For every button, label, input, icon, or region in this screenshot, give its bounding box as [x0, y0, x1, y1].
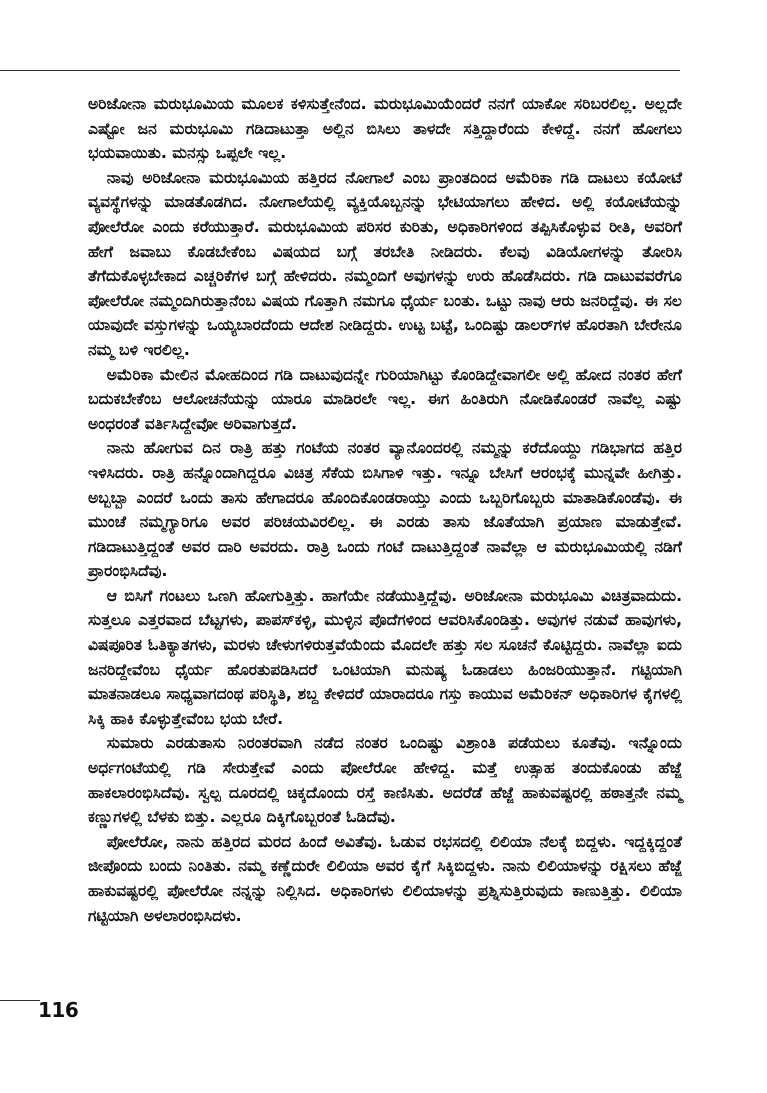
paragraph-4: ನಾನು ಹೋಗುವ ದಿನ ರಾತ್ರಿ ಹತ್ತು ಗಂಟೆಯ ನಂತರ ವ್ಯಾನೊಂದರಲ್ಲಿ ನಮ್ಮನ್ನು ಕರೆದೊಯ್ದು ಗಡಿಭಾಗದ ಹತ್ತಿರ ಇಳಿಸಿದರು. ರಾತ್ರಿ ಹನ್ನೊಂದಾಗಿದ್ದರೂ ವಿಚಿತ್ರ ಸೆಕೆಯ ಬಿಸಿಗಾಳಿ ಇತ್ತು. ಇನ್ನೂ ಬೇಸಿಗೆ ಆರಂಭಕ್ಕೆ ಮುನ್ನವೇ ಹೀಗಿತ್ತು. ಅಬ್ಬಬ್ಬಾ ಎಂದರೆ ಒಂದು ತಾಸು ಹೇಗಾದರೂ ಹೊಂದಿಕೊಂಡರಾಯ್ತು ಎಂದು ಒಬ್ಬರಿಗೊಬ್ಬರು ಮಾತಾಡಿಕೊಂಡೆವು. ಈ ಮುಂಚೆ ನಮ್ಮಗ್ಯಾರಿಗೂ ಅವರ ಪರಿಚಯವಿರಲಿಲ್ಲ. ಈ ಎರಡು ತಾಸು ಜೊತೆಯಾಗಿ ಪ್ರಯಾಣ ಮಾಡುತ್ತೇವೆ. ಗಡಿದಾಟುತ್ತಿದ್ದಂತೆ ಅವರ ದಾರಿ ಅವರದು. ರಾತ್ರಿ ಒಂದು ಗಂಟೆ ದಾಟುತ್ತಿದ್ದಂತೆ ನಾವೆಲ್ಲಾ ಆ ಮರುಭೂಮಿಯಲ್ಲಿ ನಡಿಗೆ ಪ್ರಾರಂಭಿಸಿದೆವು.: [88, 439, 682, 581]
paragraph-5: ಆ ಬಿಸಿಗೆ ಗಂಟಲು ಒಣಗಿ ಹೋಗುತ್ತಿತ್ತು. ಹಾಗೆಯೇ ನಡೆಯುತ್ತಿದ್ದೆವು. ಅರಿಜೋನಾ ಮರುಭೂಮಿ ವಿಚಿತ್ರವಾದುದು. ಸುತ್ತಲೂ ಎತ್ತರವಾದ ಬೆಟ್ಟಗಳು, ಪಾಪಸ್‌ಕಳ್ಳಿ, ಮುಳ್ಳಿನ ಪೊದೆಗಳಿಂದ ಆವರಿಸಿಕೊಂಡಿತ್ತು. ಅವುಗಳ ನಡುವೆ ಹಾವುಗಳು, ವಿಷಪೂರಿತ ಓತಿಕ್ಯಾತಗಳು, ಮರಳು ಚೇಳುಗಳಿರುತ್ತವೆಯೆಂದು ಮೊದಲೇ ಹತ್ತು ಸಲ ಸೂಚನೆ ಕೊಟ್ಟಿದ್ದರು. ನಾವೆಲ್ಲಾ ಐದು ಜನರಿದ್ದೇವೆಂಬ ಧೈರ್ಯ ಹೊರತುಪಡಿಸಿದರೆ ಒಂಟಿಯಾಗಿ ಮನುಷ್ಯ ಓಡಾಡಲು ಹಿಂಜರಿಯುತ್ತಾನೆ. ಗಟ್ಟಿಯಾಗಿ ಮಾತನಾಡಲೂ ಸಾಧ್ಯವಾಗದಂಥ ಪರಿಸ್ಥಿತಿ, ಶಬ್ದ ಕೇಳಿದರೆ ಯಾರಾದರೂ ಗಸ್ತು ಕಾಯುವ ಅಮೆರಿಕನ್ ಅಧಿಕಾರಿಗಳ ಕೈಗಳಲ್ಲಿ ಸಿಕ್ಕಿ ಹಾಕಿ ಕೊಳ್ಳುತ್ತೇವೆಂಬ ಭಯ ಬೇರೆ.: [88, 586, 682, 728]
paragraph-6: ಸುಮಾರು ಎರಡುತಾಸು ನಿರಂತರವಾಗಿ ನಡೆದ ನಂತರ ಒಂದಿಷ್ಟು ವಿಶ್ರಾಂತಿ ಪಡೆಯಲು ಕೂತೆವು. ಇನ್ನೊಂದು ಅರ್ಧಗಂಟೆಯಲ್ಲಿ ಗಡಿ ಸೇರುತ್ತೇವೆ ಎಂದು ಪೋಲೆರೋ ಹೇಳಿದ್ದ. ಮತ್ತೆ ಉತ್ಸಾಹ ತಂದುಕೊಂಡು ಹೆಜ್ಜೆ ಹಾಕಲಾರಂಭಿಸಿದೆವು. ಸ್ವಲ್ಪ ದೂರದಲ್ಲಿ ಚಿಕ್ಕದೊಂದು ರಸ್ತೆ ಕಾಣಿಸಿತು. ಅದರೆಡೆ ಹೆಜ್ಜೆ ಹಾಕುವಷ್ಟರಲ್ಲಿ ಹಠಾತ್ತನೇ ನಮ್ಮ ಕಣ್ಣುಗಳಲ್ಲಿ ಬೆಳಕು ಬಿತ್ತು. ಎಲ್ಲರೂ ದಿಕ್ಕಿಗೊಬ್ಬರಂತೆ ಓಡಿದೆವು.: [88, 734, 682, 827]
paragraph-2: ನಾವು ಅರಿಜೋನಾ ಮರುಭೂಮಿಯ ಹತ್ತಿರದ ನೋಗಾಲೆ ಎಂಬ ಪ್ರಾಂತದಿಂದ ಅಮೆರಿಕಾ ಗಡಿ ದಾಟಲು ಕಯೋಟೆ ವ್ಯವಸ್ಥೆಗಳನ್ನು ಮಾಡತೊಡಗಿದ. ನೋಗಾಲೆಯಲ್ಲಿ ವ್ಯಕ್ತಿಯೊಬ್ಬನನ್ನು ಭೇಟಿಯಾಗಲು ಹೇಳಿದ. ಅಲ್ಲಿ ಕಯೋಟೆಯನ್ನು ಪೋಲೆರೋ ಎಂದು ಕರೆಯುತ್ತಾರೆ. ಮರುಭೂಮಿಯ ಪರಿಸರ ಕುರಿತು, ಅಧಿಕಾರಿಗಳಿಂದ ತಪ್ಪಿಸಿಕೊಳ್ಳುವ ರೀತಿ, ಅವರಿಗೆ ಹೇಗೆ ಜವಾಬು ಕೊಡಬೇಕೆಂಬ ವಿಷಯದ ಬಗ್ಗೆ ತರಬೇತಿ ನೀಡಿದರು. ಕೆಲವು ವಿಡಿಯೋಗಳನ್ನು ತೋರಿಸಿ ತೆಗೆದುಕೊಳ್ಳಬೇಕಾದ ಎಚ್ಚರಿಕೆಗಳ ಬಗ್ಗೆ ಹೇಳಿದರು. ನಮ್ಮಂದಿಗೆ ಅವುಗಳನ್ನು ಉರು ಹೊಡೆಸಿದರು. ಗಡಿ ದಾಟುವವರೆಗೂ ಪೋಲೆರೋ ನಮ್ಮಂದಿಗಿರುತ್ತಾನೆಂಬ ವಿಷಯ ಗೊತ್ತಾಗಿ ನಮಗೂ ಧೈರ್ಯ ಬಂತು. ಒಟ್ಟು ನಾವು ಆರು ಜನರಿದ್ದೆವು. ಈ ಸಲ ಯಾವುದೇ ವಸ್ತುಗಳನ್ನು ಒಯ್ಯಬಾರದೆಂದು ಆದೇಶ ನೀಡಿದ್ದರು. ಉಟ್ಟ ಬಟ್ಟೆ, ಒಂದಿಷ್ಟು ಡಾಲರ್‌ಗಳ ಹೊರತಾಗಿ ಬೇರೇನೂ ನಮ್ಮ ಬಳಿ ಇರಲಿಲ್ಲ.: [88, 168, 682, 359]
paragraph-3: ಅಮೆರಿಕಾ ಮೇಲಿನ ಮೋಹದಿಂದ ಗಡಿ ದಾಟುವುದನ್ನೇ ಗುರಿಯಾಗಿಟ್ಟು ಕೊಂಡಿದ್ದೇವಾಗಲೀ ಅಲ್ಲಿ ಹೋದ ನಂತರ ಹೇಗೆ ಬದುಕಬೇಕೆಂಬ ಆಲೋಚನೆಯನ್ನು ಯಾರೂ ಮಾಡಿರಲೇ ಇಲ್ಲ. ಈಗ ಹಿಂತಿರುಗಿ ನೋಡಿಕೊಂಡರೆ ನಾವೆಲ್ಲ ಎಷ್ಟು ಅಂಧರಂತೆ ವರ್ತಿಸಿದ್ದೇವೋ ಅರಿವಾಗುತ್ತದೆ.: [88, 365, 682, 433]
paragraph-7: ಪೋಲೆರೋ, ನಾನು ಹತ್ತಿರದ ಮರದ ಹಿಂದೆ ಅವಿತೆವು. ಓಡುವ ರಭಸದಲ್ಲಿ ಲಿಲಿಯಾ ನೆಲಕ್ಕೆ ಬಿದ್ದಳು. ಇದ್ದಕ್ಕಿದ್ದಂತೆ ಜೀಪೊಂದು ಬಂದು ನಿಂತಿತು. ನಮ್ಮ ಕಣ್ಣೆದುರೇ ಲಿಲಿಯಾ ಅವರ ಕೈಗೆ ಸಿಕ್ಕಿಬಿದ್ದಳು. ನಾನು ಲಿಲಿಯಾಳನ್ನು ರಕ್ಷಿಸಲು ಹೆಜ್ಜೆ ಹಾಕುವಷ್ಟರಲ್ಲಿ ಪೋಲೆರೋ ನನ್ನನ್ನು ನಿಲ್ಲಿಸಿದ. ಅಧಿಕಾರಿಗಳು ಲಿಲಿಯಾಳನ್ನು ಪ್ರಶ್ನಿಸುತ್ತಿರುವುದು ಕಾಣುತ್ತಿತ್ತು. ಲಿಲಿಯಾ ಗಟ್ಟಿಯಾಗಿ ಅಳಲಾರಂಭಿಸಿದಳು.: [88, 832, 682, 925]
footer-rule: [0, 1000, 40, 1001]
page-number: 116: [38, 998, 79, 1022]
body-text: [88, 92, 682, 928]
header-rule: [0, 70, 680, 71]
paragraph-1: ಅರಿಜೋನಾ ಮರುಭೂಮಿಯ ಮೂಲಕ ಕಳಿಸುತ್ತೇನೆಂದ. ಮರುಭೂಮಿಯೆಂದರೆ ನನಗೆ ಯಾಕೋ ಸರಿಬರಲಿಲ್ಲ. ಅಲ್ಲದೇ ಎಷ್ಟೋ ಜನ ಮರುಭೂಮಿ ಗಡಿದಾಟುತ್ತಾ ಅಲ್ಲಿನ ಬಿಸಿಲು ತಾಳದೇ ಸತ್ತಿದ್ದಾರೆಂದು ಕೇಳಿದ್ದೆ. ನನಗೆ ಹೋಗಲು ಭಯವಾಯಿತು. ಮನಸ್ಸು ಒಪ್ಪಲೇ ಇಲ್ಲ.: [88, 95, 682, 163]
